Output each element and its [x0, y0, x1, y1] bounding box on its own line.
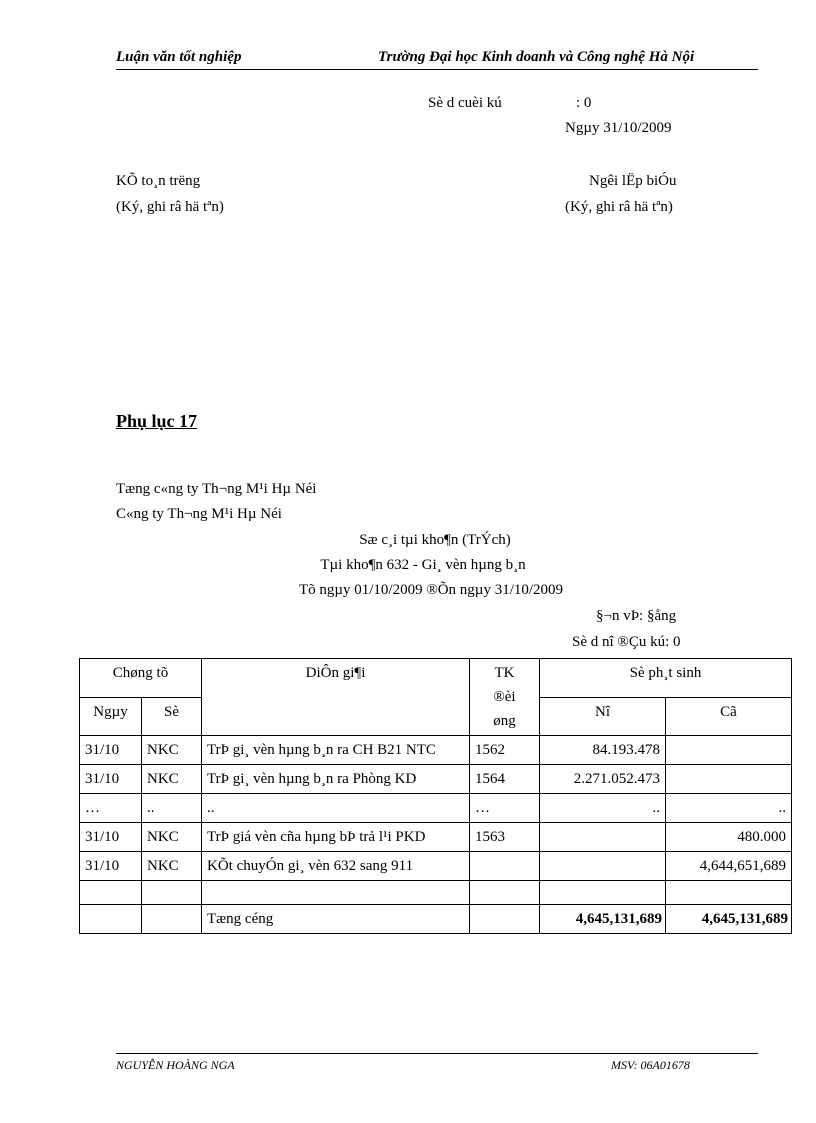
col-header-voucher: Chøng tõ [80, 659, 202, 698]
total-label: Tæng céng [202, 905, 470, 934]
closing-balance-label: Sè d cuèi kú [428, 95, 502, 111]
appendix-title: Phụ lục 17 [116, 411, 198, 431]
row-credit [666, 736, 792, 765]
row-description: TrÞ gi¸ vèn hµng b¸n ra Phòng KD [202, 765, 470, 794]
company-name: C«ng ty Th¬ng M¹i Hµ Néi [116, 506, 282, 522]
row-credit [666, 881, 792, 905]
report-date: Ngµy 31/10/2009 [565, 120, 672, 136]
row-account: 1563 [470, 823, 540, 852]
chief-accountant-note: (Ký, ghi râ hä tªn) [116, 199, 224, 215]
row-date: … [80, 794, 142, 823]
row-debit [540, 823, 666, 852]
col-header-amounts: Sè ph¸t sinh [540, 659, 792, 698]
table-header-row [80, 659, 792, 698]
table-total-row [80, 905, 792, 934]
col-header-credit: Cã [666, 697, 792, 736]
row-number [142, 881, 202, 905]
col-header-account: TK ®èi øng [470, 659, 540, 736]
row-date [80, 881, 142, 905]
preparer-note: (Ký, ghi râ hä tªn) [565, 199, 673, 215]
row-description: .. [202, 794, 470, 823]
row-number: NKC [142, 736, 202, 765]
table-row-ellipsis [80, 794, 792, 823]
row-description: TrÞ giá vèn cña hµng bÞ trả l¹i PKD [202, 823, 470, 852]
row-account [470, 881, 540, 905]
row-date: 31/10 [80, 765, 142, 794]
row-debit: 84.193.478 [540, 736, 666, 765]
ledger-title: Sæ c¸i tµi kho¶n (TrÝch) [359, 532, 511, 548]
footer-student-id: MSV: 06A01678 [611, 1058, 690, 1072]
col-header-date: Ngµy [80, 697, 142, 736]
ledger-table [79, 658, 792, 934]
row-date: 31/10 [80, 736, 142, 765]
row-account: 1564 [470, 765, 540, 794]
row-credit: 4,644,651,689 [666, 852, 792, 881]
table-row [80, 823, 792, 852]
currency-unit: §¬n vÞ: §ång [596, 608, 677, 624]
row-number: .. [142, 794, 202, 823]
ledger-account: Tµi kho¶n 632 - Gi¸ vèn hµng b¸n [320, 557, 526, 573]
footer-divider [116, 1053, 758, 1054]
table-row [80, 736, 792, 765]
row-description [202, 881, 470, 905]
table-row-empty [80, 881, 792, 905]
row-account: 1562 [470, 736, 540, 765]
row-number: NKC [142, 852, 202, 881]
chief-accountant-label: KÕ to¸n trëng [116, 173, 201, 189]
closing-balance-value: : 0 [576, 95, 592, 111]
row-description: KÕt chuyÓn gi¸ vèn 632 sang 911 [202, 852, 470, 881]
total-credit: 4,645,131,689 [666, 905, 792, 934]
row-debit [540, 852, 666, 881]
parent-company: Tæng c«ng ty Th¬ng M¹i Hµ Néi [116, 481, 317, 497]
col-header-debit: Nî [540, 697, 666, 736]
row-number: NKC [142, 823, 202, 852]
row-debit: .. [540, 794, 666, 823]
row-debit [540, 881, 666, 905]
row-account [470, 852, 540, 881]
table-row [80, 765, 792, 794]
footer-author: NGUYỄN HOÀNG NGA [116, 1058, 235, 1072]
col-header-description: DiÔn gi¶i [202, 659, 470, 736]
row-account: … [470, 794, 540, 823]
header-divider [116, 69, 758, 70]
preparer-label: Ngêi lËp biÓu [589, 173, 677, 189]
row-credit: .. [666, 794, 792, 823]
table-row [80, 852, 792, 881]
opening-balance: Sè d nî ®Çu kú: 0 [572, 634, 681, 650]
col-header-number: Sè [142, 697, 202, 736]
header-thesis-label: Luận văn tốt nghiệp [116, 49, 242, 65]
row-credit [666, 765, 792, 794]
row-debit: 2.271.052.473 [540, 765, 666, 794]
header-university-name: Trường Đại học Kinh doanh và Công nghệ Hà Nội [378, 49, 695, 65]
row-credit: 480.000 [666, 823, 792, 852]
row-date: 31/10 [80, 852, 142, 881]
ledger-period: Tõ ngµy 01/10/2009 ®Õn ngµy 31/10/2009 [298, 582, 564, 598]
row-date: 31/10 [80, 823, 142, 852]
row-description: TrÞ gi¸ vèn hµng b¸n ra CH B21 NTC [202, 736, 470, 765]
total-debit: 4,645,131,689 [540, 905, 666, 934]
row-number: NKC [142, 765, 202, 794]
